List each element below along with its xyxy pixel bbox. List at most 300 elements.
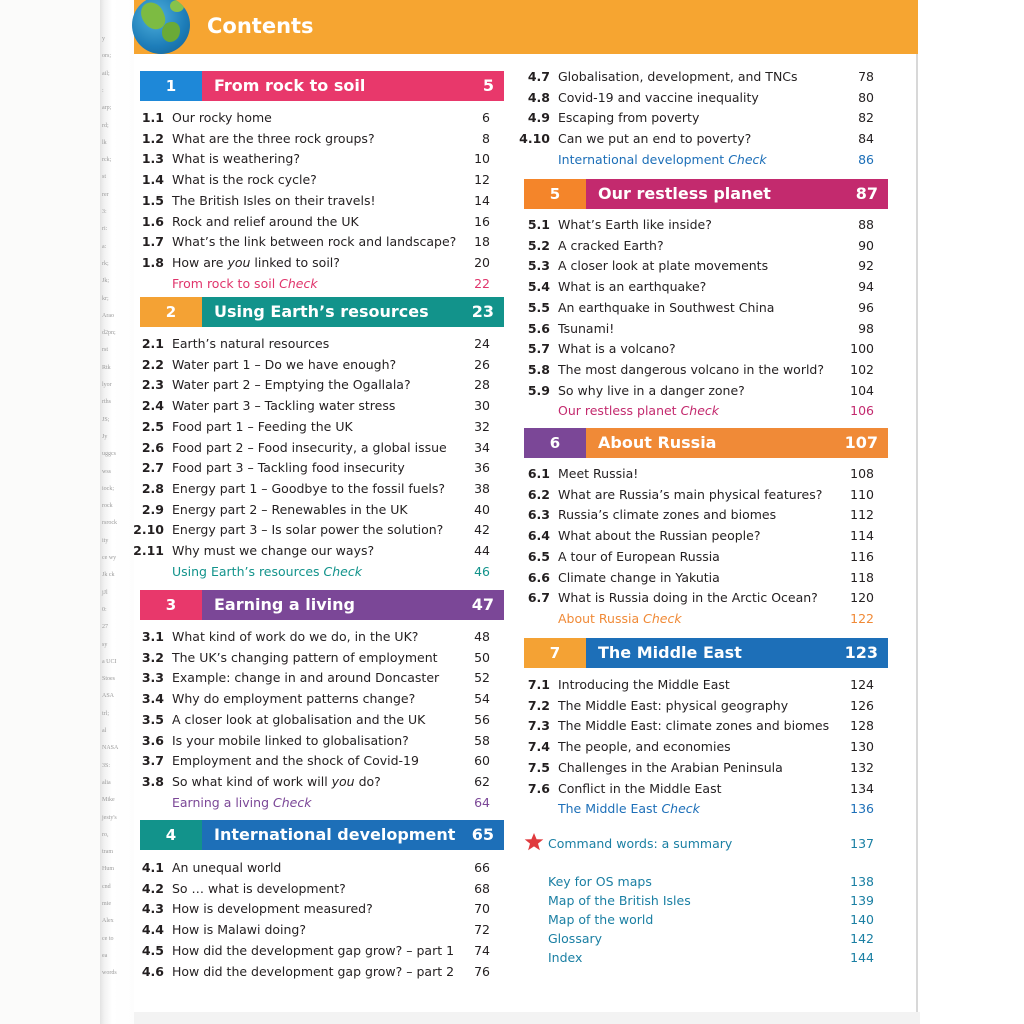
toc-entry[interactable]	[516, 464, 874, 484]
entry-number: 4.5	[141, 942, 164, 958]
check-title-text: From rock to soil	[172, 275, 276, 291]
entry-number: 6.5	[527, 548, 550, 564]
check-word: Check	[323, 563, 362, 579]
entry-title: Introducing the Middle East	[558, 677, 730, 692]
entry-title: A cracked Earth?	[558, 237, 664, 253]
entry-page: 34	[474, 439, 490, 455]
toc-entry[interactable]	[516, 547, 874, 567]
entry-number: 3.8	[141, 773, 164, 789]
bleed-fragment: cnd	[102, 883, 111, 890]
scan-left-gutter	[0, 0, 102, 1024]
entry-page: 10	[474, 151, 490, 167]
entry-page: 50	[474, 649, 490, 665]
chapter-page: 5	[482, 76, 494, 95]
check-title-text: Earning a living	[172, 794, 270, 810]
check-title	[558, 401, 719, 421]
entry-page: 110	[850, 486, 874, 502]
entry-page: 18	[474, 234, 490, 250]
back-matter-entry[interactable]	[548, 910, 874, 929]
entry-title: An earthquake in Southwest China	[558, 299, 775, 315]
bleed-fragment: a:	[102, 243, 107, 250]
check-title-text: Using Earth’s resources	[172, 563, 320, 579]
check-title	[558, 150, 767, 170]
chapter-bar	[586, 638, 888, 668]
bleed-fragment: jJl	[102, 589, 108, 596]
toc-entry[interactable]	[516, 485, 874, 505]
entry-title: How is development measured?	[172, 901, 373, 917]
back-matter-title: Key for OS maps	[548, 874, 652, 889]
toc-entry[interactable]	[516, 319, 874, 339]
entry-number: 6.4	[527, 528, 550, 544]
entry-number: 5.5	[527, 299, 550, 315]
entry-page: 102	[850, 361, 874, 377]
toc-entry[interactable]	[516, 360, 874, 380]
check-title	[558, 799, 700, 819]
entry-number: 4.3	[141, 901, 164, 917]
entry-number: 1.7	[141, 234, 164, 250]
toc-entry[interactable]	[516, 526, 874, 546]
entry-title: Water part 2 – Emptying the Ogallala?	[172, 377, 411, 393]
toc-entry[interactable]	[516, 568, 874, 588]
bleed-fragment: rck;	[102, 157, 112, 164]
entry-title: What is Russia doing in the Arctic Ocean?	[558, 590, 818, 606]
entry-number: 7.4	[527, 739, 550, 755]
entry-number: 5.3	[527, 258, 550, 274]
toc-entry[interactable]	[130, 458, 490, 478]
check-word: Check	[279, 275, 318, 291]
page-bottom-edge	[134, 1012, 920, 1024]
entry-number: 7.3	[527, 718, 550, 734]
entry-number: 1.6	[141, 213, 164, 229]
entry-number: 6.1	[527, 466, 550, 481]
toc-entry[interactable]	[130, 375, 490, 395]
bleed-fragment: kr;	[102, 295, 109, 302]
toc-entry[interactable]	[130, 941, 490, 961]
command-words-title: Command words: a summary	[548, 836, 733, 851]
entry-number: 1.5	[141, 192, 164, 208]
entry-page: 96	[858, 299, 874, 315]
toc-entry[interactable]	[130, 253, 490, 273]
toc-entry[interactable]	[130, 668, 490, 688]
check-page: 106	[850, 403, 874, 419]
entry-number: 3.1	[141, 629, 164, 644]
back-matter-entry[interactable]	[548, 929, 874, 948]
chapter-number: 4	[140, 820, 202, 850]
entry-title: Energy part 1 – Goodbye to the fossil fuels?	[172, 480, 446, 496]
bleed-fragment: ce wy	[102, 555, 117, 561]
check-title	[172, 274, 318, 294]
entry-page: 94	[858, 279, 874, 295]
chapter-bar	[202, 820, 504, 850]
bleed-fragment: jesty's	[102, 814, 117, 821]
toc-entry[interactable]	[516, 505, 874, 525]
entry-page: 128	[850, 718, 874, 734]
bleed-fragment: rd;	[102, 122, 109, 129]
bleed-fragment: Jy	[102, 433, 108, 440]
check-word: Check	[643, 610, 682, 626]
entry-title: The UK’s changing pattern of employment	[172, 649, 438, 665]
chapter-header-5[interactable]	[524, 179, 888, 209]
chapter-bar	[586, 428, 888, 458]
entry-number: 2.2	[141, 356, 164, 372]
toc-entry[interactable]	[516, 675, 874, 695]
entry-title-part: linked to soil?	[250, 254, 340, 270]
entry-title-part: How are	[172, 254, 228, 270]
chapter-title: About Russia	[598, 433, 717, 452]
entry-number: 5.2	[527, 237, 550, 253]
back-matter-title: Map of the British Isles	[548, 893, 691, 908]
toc-entry[interactable]	[130, 858, 490, 878]
bleed-fragment: al	[102, 728, 107, 734]
toc-entry[interactable]	[130, 772, 490, 792]
toc-entry[interactable]	[130, 149, 490, 169]
chapter-title: The Middle East	[598, 643, 742, 662]
entry-title: What about the Russian people?	[558, 528, 761, 544]
bleed-fragment: Rtk	[102, 364, 111, 371]
toc-entry[interactable]	[516, 298, 874, 318]
chapter-bar	[202, 297, 504, 327]
check-page: 22	[474, 275, 490, 291]
check-page: 86	[858, 151, 874, 167]
bleed-fragment: y	[102, 36, 105, 42]
entry-title: A closer look at plate movements	[558, 258, 769, 274]
entry-number: 3.4	[141, 691, 164, 707]
entry-title: What’s Earth like inside?	[558, 217, 712, 232]
entry-number: 3.2	[141, 649, 164, 665]
entry-number: 4.10	[519, 131, 550, 147]
entry-number: 2.10	[133, 522, 164, 538]
chapter-header-3[interactable]	[140, 590, 504, 620]
toc-entry[interactable]	[130, 648, 490, 668]
entry-page: 62	[474, 773, 490, 789]
toc-entry[interactable]	[516, 696, 874, 716]
chapter-header-7[interactable]	[524, 638, 888, 668]
entry-title: Food part 1 – Feeding the UK	[172, 418, 353, 434]
bleed-fragment: Alex	[102, 918, 114, 925]
entry-page: 84	[858, 131, 874, 147]
toc-entry[interactable]	[516, 588, 874, 608]
entry-title: Globalisation, development, and TNCs	[558, 69, 798, 84]
bleed-fragment: wss	[102, 468, 112, 475]
entry-number: 5.1	[527, 217, 550, 232]
entry-title: Rock and relief around the UK	[172, 213, 359, 229]
bleed-fragment: lyor	[102, 382, 112, 388]
entry-number: 2.8	[141, 480, 164, 496]
entry-page: 104	[850, 382, 874, 398]
bleed-fragment: ity	[102, 537, 109, 544]
back-matter-page: 144	[850, 950, 874, 965]
entry-title: What is the rock cycle?	[172, 172, 317, 188]
chapter-bar	[202, 590, 504, 620]
toc-entry[interactable]	[516, 277, 874, 297]
check-title-text: International development	[558, 151, 725, 167]
toc-entry[interactable]	[130, 962, 490, 982]
entry-page: 36	[474, 460, 490, 476]
entry-title: Can we put an end to poverty?	[558, 131, 752, 147]
check-entry[interactable]	[130, 793, 490, 813]
check-title	[172, 793, 311, 813]
entry-number: 6.6	[527, 569, 550, 585]
entry-number: 5.4	[527, 279, 550, 295]
entry-number: 6.3	[527, 507, 550, 523]
entry-title-emphasis: you	[331, 773, 355, 789]
entry-page: 118	[850, 569, 874, 585]
toc-entry[interactable]	[130, 731, 490, 751]
entry-number: 7.5	[527, 759, 550, 775]
toc-entry[interactable]	[130, 212, 490, 232]
bleed-fragment: arp;	[102, 105, 112, 112]
toc-entry[interactable]	[130, 541, 490, 561]
entry-number: 3.7	[141, 753, 164, 769]
entry-page: 100	[850, 341, 874, 357]
chapter-title: International development	[214, 825, 456, 844]
bleed-fragment: NASA	[102, 745, 119, 752]
back-matter-entry[interactable]	[548, 872, 874, 891]
bleed-fragment: Hum	[102, 866, 114, 873]
entry-page: 60	[474, 753, 490, 769]
bleed-fragment: rsrock	[102, 520, 117, 527]
toc-entry[interactable]	[516, 716, 874, 736]
entry-page: 32	[474, 418, 490, 434]
entry-title: A tour of European Russia	[558, 548, 720, 564]
toc-entry[interactable]	[516, 381, 874, 401]
toc-entry[interactable]	[516, 758, 874, 778]
entry-title: Russia’s climate zones and biomes	[558, 507, 777, 523]
chapter-title: From rock to soil	[214, 76, 366, 95]
back-matter-page: 138	[850, 874, 874, 889]
entry-page: 132	[850, 759, 874, 775]
toc-entry[interactable]	[130, 627, 490, 647]
entry-page: 98	[858, 320, 874, 336]
chapter-header-2[interactable]	[140, 297, 504, 327]
entry-page: 120	[850, 590, 874, 606]
back-matter-entry[interactable]	[548, 891, 874, 910]
bleed-fragment: Jk ck	[102, 572, 115, 579]
entry-page: 74	[474, 942, 490, 958]
toc-entry[interactable]	[130, 920, 490, 940]
entry-title: Meet Russia!	[558, 466, 639, 481]
entry-title: Water part 3 – Tackling water stress	[172, 398, 396, 414]
entry-number: 1.3	[141, 151, 164, 167]
scan-right-margin	[918, 0, 1024, 1024]
toc-entry[interactable]	[130, 689, 490, 709]
chapter-header-1[interactable]	[140, 71, 504, 101]
entry-number: 6.7	[527, 590, 550, 606]
bleed-fragment: ASA	[102, 693, 115, 700]
entry-number: 7.2	[527, 697, 550, 713]
toc-entry[interactable]	[130, 396, 490, 416]
bleed-fragment: trl;	[102, 710, 109, 717]
entry-page: 20	[474, 254, 490, 270]
toc-entry[interactable]	[516, 108, 874, 128]
entry-page: 126	[850, 697, 874, 713]
chapter-bar	[586, 179, 888, 209]
bleed-fragment: Stoes	[102, 676, 116, 683]
entry-page: 44	[474, 543, 490, 558]
entry-page: 72	[474, 922, 490, 938]
entry-number: 5.8	[527, 361, 550, 377]
toc-entry[interactable]	[130, 170, 490, 190]
toc-entry[interactable]	[130, 520, 490, 540]
entry-page: 114	[850, 528, 874, 544]
entry-title: Escaping from poverty	[558, 110, 700, 126]
entry-title: Water part 1 – Do we have enough?	[172, 356, 397, 372]
check-entry[interactable]	[516, 609, 874, 629]
entry-number: 5.6	[527, 320, 550, 336]
chapter-page: 47	[471, 595, 494, 614]
entry-title: Energy part 3 – Is solar power the solution?	[172, 522, 444, 538]
bleed-fragment: lk	[102, 139, 107, 146]
bleed-fragment: ea	[102, 952, 108, 959]
toc-entry[interactable]	[516, 215, 874, 235]
entry-title: Food part 2 – Food insecurity, a global issue	[172, 439, 447, 455]
bleed-fragment: tram	[102, 849, 113, 856]
entry-number: 3.5	[141, 711, 164, 727]
toc-entry[interactable]	[130, 751, 490, 771]
toc-entry[interactable]	[516, 67, 874, 87]
bleed-fragment: mie	[102, 901, 111, 907]
toc-entry[interactable]	[130, 129, 490, 149]
entry-title: How did the development gap grow? – part 2	[172, 963, 455, 979]
check-word: Check	[728, 151, 767, 167]
check-entry[interactable]	[130, 562, 490, 582]
entry-page: 48	[474, 629, 490, 644]
bleed-fragment: d2pn;	[102, 330, 116, 337]
entry-title: Example: change in and around Doncaster	[172, 670, 440, 686]
entry-page: 6	[482, 110, 490, 125]
entry-number: 4.4	[141, 922, 164, 938]
chapter-number: 1	[140, 71, 202, 101]
toc-entry[interactable]	[130, 232, 490, 252]
entry-number: 4.9	[527, 110, 550, 126]
entry-page: 24	[474, 336, 490, 351]
command-words-entry[interactable]	[548, 834, 874, 853]
entry-number: 2.1	[141, 336, 164, 351]
entry-title	[172, 253, 340, 273]
entry-page: 76	[474, 963, 490, 979]
entry-number: 5.7	[527, 341, 550, 357]
bleed-fragment: ail;	[102, 70, 110, 77]
bleed-fragment: iock;	[102, 485, 114, 492]
check-word: Check	[661, 801, 700, 817]
entry-page: 80	[858, 89, 874, 105]
toc-entry[interactable]	[516, 129, 874, 149]
entry-page: 28	[474, 377, 490, 393]
bleed-fragment: st	[102, 174, 107, 181]
chapter-number: 6	[524, 428, 586, 458]
toc-entry[interactable]	[130, 417, 490, 437]
bleed-fragment: a UCI	[102, 658, 117, 665]
chapter-header-6[interactable]	[524, 428, 888, 458]
toc-entry[interactable]	[130, 108, 490, 128]
chapter-title: Earning a living	[214, 595, 355, 614]
bleed-fragment: Arao	[102, 312, 114, 319]
toc-entry[interactable]	[130, 334, 490, 354]
entry-title: Tsunami!	[558, 320, 615, 336]
back-matter-page: 142	[850, 931, 874, 946]
entry-title: The most dangerous volcano in the world?	[558, 361, 824, 377]
entry-number: 4.8	[527, 89, 550, 105]
bleed-fragment: 27	[102, 624, 108, 631]
bleed-fragment: rer	[102, 191, 109, 198]
entry-page: 56	[474, 711, 490, 727]
chapter-title: Our restless planet	[598, 184, 771, 203]
check-title	[558, 609, 682, 629]
entry-page: 40	[474, 501, 490, 517]
toc-entry[interactable]	[130, 899, 490, 919]
toc-entry[interactable]	[130, 710, 490, 730]
bleed-fragment: ce to	[102, 935, 114, 942]
toc-entry[interactable]	[516, 339, 874, 359]
entry-title: So why live in a danger zone?	[558, 382, 745, 398]
entry-title: How did the development gap grow? – part 1	[172, 942, 455, 958]
toc-entry[interactable]	[130, 500, 490, 520]
toc-entry[interactable]	[130, 355, 490, 375]
chapter-header-4[interactable]	[140, 820, 504, 850]
entry-title-part: do?	[354, 773, 381, 789]
entry-title: Why must we change our ways?	[172, 543, 375, 558]
entry-page: 42	[474, 522, 490, 538]
entry-title: What is a volcano?	[558, 341, 676, 357]
entry-page: 90	[858, 237, 874, 253]
entry-number: 3.6	[141, 732, 164, 748]
entry-number: 2.3	[141, 377, 164, 393]
command-words-page: 137	[850, 836, 874, 851]
back-matter-page: 139	[850, 893, 874, 908]
back-matter-entry[interactable]	[548, 948, 874, 967]
entry-page: 112	[850, 507, 874, 523]
entry-number: 4.1	[141, 860, 164, 875]
entry-page: 68	[474, 880, 490, 896]
bleed-fragment: rk;	[102, 260, 109, 267]
bleed-fragment: Jk;	[102, 278, 110, 285]
chapter-title: Using Earth’s resources	[214, 302, 429, 321]
check-entry[interactable]	[516, 150, 874, 170]
toc-entry[interactable]	[516, 779, 874, 799]
check-page: 136	[850, 801, 874, 817]
check-page: 64	[474, 794, 490, 810]
entry-number: 6.2	[527, 486, 550, 502]
check-entry[interactable]	[516, 401, 874, 421]
check-entry[interactable]	[130, 274, 490, 294]
bleed-fragment: rst	[102, 347, 108, 354]
toc-entry[interactable]	[516, 256, 874, 276]
toc-entry[interactable]	[130, 438, 490, 458]
entry-title: How is Malawi doing?	[172, 922, 306, 938]
entry-page: 108	[850, 466, 874, 481]
check-entry[interactable]	[516, 799, 874, 819]
toc-entry[interactable]	[130, 191, 490, 211]
entry-title: Our rocky home	[172, 110, 272, 125]
bleed-fragment: words	[102, 970, 117, 977]
entry-title: The people, and economies	[558, 739, 731, 755]
entry-number: 5.9	[527, 382, 550, 398]
page-title: Contents	[207, 14, 314, 38]
toc-entry[interactable]	[516, 737, 874, 757]
entry-page: 66	[474, 860, 490, 875]
check-title-text: The Middle East	[558, 801, 658, 817]
bleed-fragment: :	[102, 87, 104, 94]
toc-entry[interactable]	[130, 879, 490, 899]
entry-number: 3.3	[141, 670, 164, 686]
toc-entry[interactable]	[516, 88, 874, 108]
entry-title: What are the three rock groups?	[172, 130, 375, 146]
toc-entry[interactable]	[516, 236, 874, 256]
entry-number: 2.6	[141, 439, 164, 455]
bleed-fragment: ri:	[102, 226, 108, 233]
entry-title: So … what is development?	[172, 880, 346, 896]
toc-entry[interactable]	[130, 479, 490, 499]
